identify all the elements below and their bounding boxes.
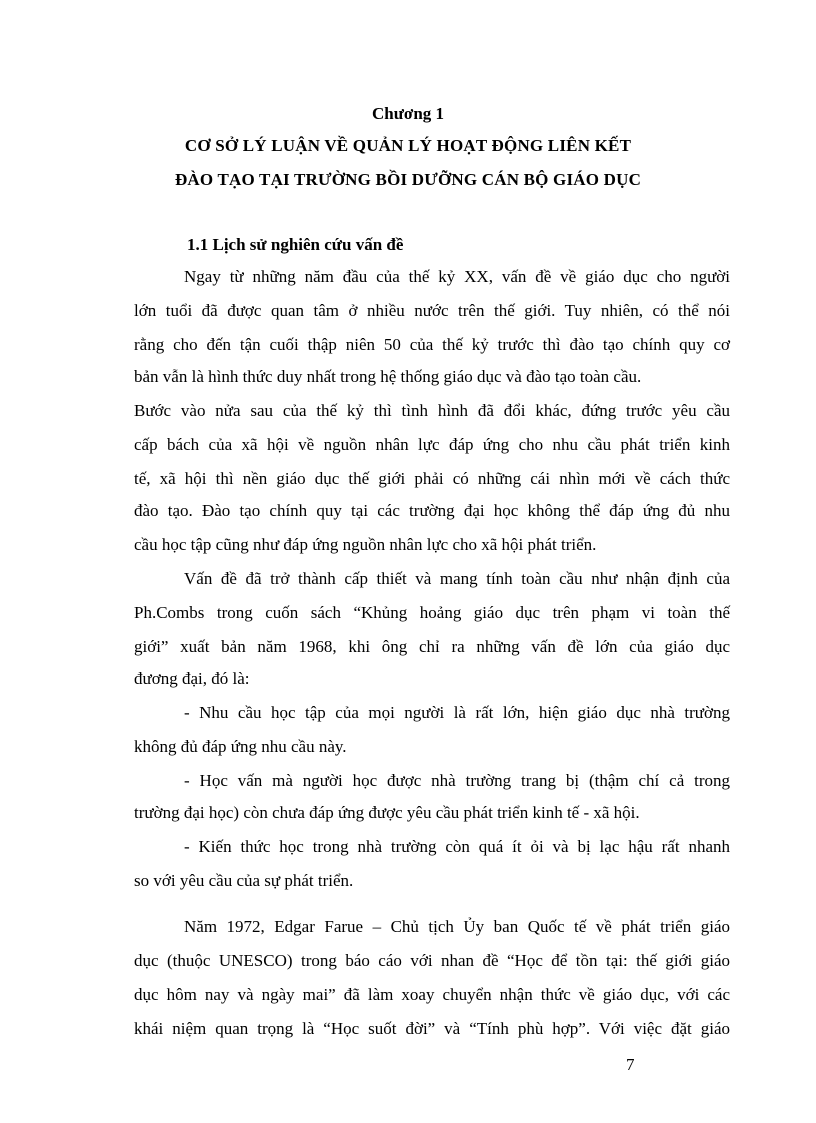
section-heading: 1.1 Lịch sử nghiên cứu vấn đề [187, 235, 404, 254]
text-line: dục hôm nay và ngày mai” đã làm xoay chuyển nhận thức về giáo dục, với các [134, 985, 730, 1004]
text-line: dục (thuộc UNESCO) trong báo cáo với nhan đề “Học để tồn tại: thế giới giáo [134, 951, 730, 970]
text-line: lớn tuổi đã được quan tâm ở nhiều nước trên thế giới. Tuy nhiên, có thể nói [134, 301, 730, 320]
text-line: bản vẫn là hình thức duy nhất trong hệ thống giáo dục và đào tạo toàn cầu. [134, 367, 642, 386]
chapter-label: Chương 1 [371, 104, 445, 123]
text-line: - Học vấn mà người học được nhà trường trang bị (thậm chí cả trong [184, 771, 730, 790]
chapter-title-line1: CƠ SỞ LÝ LUẬN VỀ QUẢN LÝ HOẠT ĐỘNG LIÊN KẾT [184, 136, 632, 155]
text-line: Năm 1972, Edgar Farue – Chủ tịch Ủy ban Quốc tế về phát triển giáo [184, 917, 730, 936]
text-line: - Kiến thức học trong nhà trường còn quá ít ỏi và bị lạc hậu rất nhanh [184, 837, 730, 856]
text-line: - Nhu cầu học tập của mọi người là rất lớn, hiện giáo dục nhà trường [184, 703, 730, 722]
text-line: Ngay từ những năm đầu của thế kỷ XX, vấn đề về giáo dục cho người [184, 267, 730, 286]
text-line: đào tạo. Đào tạo chính quy tại các trường đại học không thể đáp ứng đủ nhu [134, 501, 730, 520]
text-line: rằng cho đến tận cuối thập niên 50 của thế kỷ trước thì đào tạo chính quy cơ [134, 335, 730, 354]
text-line: khái niệm quan trọng là “Học suốt đời” và “Tính phù hợp”. Với việc đặt giáo [134, 1019, 730, 1038]
text-line: tế, xã hội thì nền giáo dục thế giới phải có những cái nhìn mới về cách thức [134, 469, 730, 488]
text-line: không đủ đáp ứng nhu cầu này. [134, 737, 347, 756]
text-line: so với yêu cầu của sự phát triển. [134, 871, 354, 890]
text-line: Ph.Combs trong cuốn sách “Khủng hoảng giáo dục trên phạm vi toàn thế [134, 603, 730, 622]
text-line: cấp bách của xã hội về nguồn nhân lực đáp ứng cho nhu cầu phát triển kinh [134, 435, 730, 454]
chapter-title-line2: ĐÀO TẠO TẠI TRƯỜNG BỒI DƯỠNG CÁN BỘ GIÁO DỤC [174, 170, 642, 189]
text-line: Bước vào nửa sau của thế kỷ thì tình hình đã đổi khác, đứng trước yêu cầu [134, 401, 730, 420]
text-line: trường đại học) còn chưa đáp ứng được yêu cầu phát triển kinh tế - xã hội. [134, 803, 640, 822]
text-line: Vấn đề đã trở thành cấp thiết và mang tính toàn cầu như nhận định của [184, 569, 730, 588]
page-number: 7 [626, 1055, 635, 1074]
text-line: giới” xuất bản năm 1968, khi ông chỉ ra những vấn đề lớn của giáo dục [134, 637, 730, 656]
text-line: cầu học tập cũng như đáp ứng nguồn nhân lực cho xã hội phát triển. [134, 535, 597, 554]
text-line: đương đại, đó là: [134, 669, 250, 688]
